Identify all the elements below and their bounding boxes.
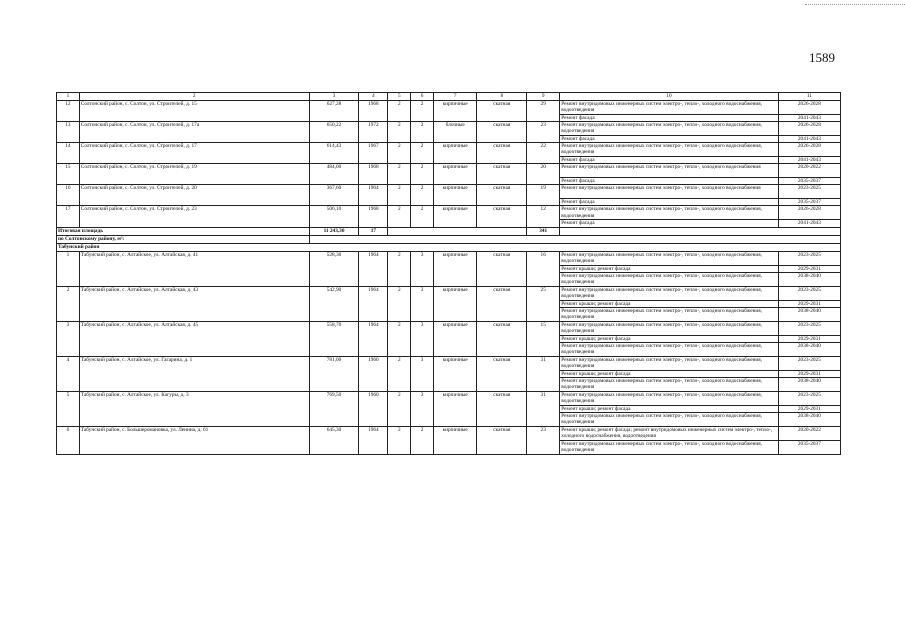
entrances-cell: 2	[411, 427, 434, 455]
work-period-cell: 2026-2028	[778, 122, 840, 136]
wall-material-cell: кирпичные	[433, 321, 476, 356]
work-period-cell: 2026-2028	[778, 143, 840, 157]
total-count: 341	[527, 227, 560, 235]
address-cell: Солтонский район, с. Солтон, ул. Строителей, д. 20	[79, 185, 309, 206]
entrances-cell: 3	[411, 321, 434, 356]
roof-type-cell: скатная	[477, 185, 527, 206]
entrances-cell: 3	[411, 356, 434, 391]
year-cell: 1964	[359, 286, 388, 321]
work-description-cell: Ремонт внутридомовых инженерных систем электро-, тепло-, холодного водоснабжения, водоотведения	[560, 286, 779, 300]
work-description-cell: Ремонт внутридомовых инженерных систем электро-, тепло-, холодного водоснабжения, водоотведения	[560, 356, 779, 370]
year-cell: 1967	[359, 143, 388, 164]
wall-material-cell: кирпичные	[433, 356, 476, 391]
area-cell: 614,43	[309, 143, 359, 164]
entrances-cell: 3	[411, 391, 434, 426]
col-header: 2	[79, 93, 309, 101]
row-number: 1	[57, 251, 80, 286]
work-period-cell: 2038-2040	[778, 307, 840, 321]
col-header: 6	[411, 93, 434, 101]
count-cell: 22	[527, 143, 560, 164]
roof-type-cell: скатная	[477, 286, 527, 321]
col-header: 11	[778, 93, 840, 101]
col-header: 7	[433, 93, 476, 101]
year-cell: 1972	[359, 122, 388, 143]
work-description-cell: Ремонт внутридомовых инженерных систем электро-, тепло-, холодного водоснабжения, водоотведения	[560, 251, 779, 265]
area-cell: 769,50	[309, 391, 359, 426]
roof-type-cell: скатная	[477, 101, 527, 122]
year-cell: 1968	[359, 206, 388, 227]
work-description-cell: Ремонт внутридомовых инженерных систем электро-, тепло-, холодного водоснабжения, водоотведения	[560, 321, 779, 335]
work-period-cell: 2023-2025	[778, 321, 840, 335]
row-number: 6	[57, 427, 80, 455]
work-period-cell: 2038-2040	[778, 272, 840, 286]
work-description-cell: Ремонт крыши; ремонт фасада	[560, 335, 779, 342]
address-cell: Табунский район, с. Алтайское, ул. Кагуры, д. 3	[79, 391, 309, 426]
count-cell: 20	[527, 164, 560, 185]
count-cell: 12	[527, 206, 560, 227]
roof-type-cell: скатная	[477, 206, 527, 227]
wall-material-cell: кирпичные	[433, 206, 476, 227]
entrances-cell: 2	[411, 122, 434, 143]
work-period-cell: 2041-2043	[778, 220, 840, 227]
table-row	[57, 286, 841, 300]
area-cell: 627,28	[309, 101, 359, 122]
total-label: Итоговая площадь	[57, 227, 310, 235]
document-sheet	[56, 92, 841, 455]
work-description-cell: Ремонт крыши; ремонт фасада	[560, 405, 779, 412]
address-cell: Табунский район, с. Алтайское, ул. Алтайская, д. 41	[79, 251, 309, 286]
total-row-continuation	[57, 235, 841, 243]
total-houses: 17	[359, 227, 388, 235]
work-description-cell: Ремонт внутридомовых инженерных систем электро-, тепло-, холодного водоснабжения, водоотведения	[560, 206, 779, 220]
floors-cell: 2	[388, 356, 411, 391]
work-description-cell: Ремонт внутридомовых инженерных систем электро-, тепло-, холодного водоснабжения, водоотведения	[560, 101, 779, 115]
work-description-cell: Ремонт фасада	[560, 199, 779, 206]
area-cell: 506,10	[309, 206, 359, 227]
wall-material-cell: кирпичные	[433, 391, 476, 426]
col-header: 3	[309, 93, 359, 101]
row-number: 12	[57, 101, 80, 122]
work-description-cell: Ремонт внутридомовых инженерных систем электро-, тепло-, холодного водоснабжения, водоотведения	[560, 391, 779, 405]
work-description-cell: Ремонт внутридомовых инженерных систем электро-, тепло-, холодного водоснабжения, водоотведения	[560, 377, 779, 391]
housing-repair-table	[56, 92, 841, 455]
table-row	[57, 206, 841, 220]
entrances-cell: 2	[411, 185, 434, 206]
work-period-cell: 2020-2022	[778, 427, 840, 441]
entrances-cell: 2	[411, 164, 434, 185]
work-description-cell: Ремонт крыши; ремонт фасада	[560, 265, 779, 272]
work-description-cell: Ремонт крыши; ремонт фасада	[560, 300, 779, 307]
work-period-cell: 2023-2025	[778, 251, 840, 265]
work-description-cell: Ремонт внутридомовых инженерных систем электро-, тепло-, холодного водоснабжения, водоотведения	[560, 413, 779, 427]
empty-cell	[309, 235, 840, 243]
work-period-cell: 2020-2022	[778, 164, 840, 178]
work-period-cell: 2038-2040	[778, 342, 840, 356]
year-cell: 1968	[359, 164, 388, 185]
work-description-cell: Ремонт фасада	[560, 178, 779, 185]
row-number: 16	[57, 185, 80, 206]
total-row	[57, 227, 841, 235]
row-number: 2	[57, 286, 80, 321]
wall-material-cell: кирпичные	[433, 101, 476, 122]
roof-type-cell: скатная	[477, 164, 527, 185]
area-cell: 542,90	[309, 286, 359, 321]
floors-cell: 2	[388, 164, 411, 185]
table-row	[57, 427, 841, 441]
roof-type-cell: скатная	[477, 251, 527, 286]
address-cell: Солтонский район, с. Солтон, ул. Строителей, д. 17	[79, 143, 309, 164]
count-cell: 31	[527, 356, 560, 391]
row-number: 15	[57, 164, 80, 185]
area-cell: 528,30	[309, 251, 359, 286]
roof-type-cell: скатная	[477, 122, 527, 143]
work-description-cell: Ремонт внутридомовых инженерных систем электро-, тепло-, холодного водоснабжения, водоотведения	[560, 307, 779, 321]
work-period-cell: 2023-2025	[778, 391, 840, 405]
work-period-cell: 2029-2031	[778, 300, 840, 307]
col-header: 10	[560, 93, 779, 101]
address-cell: Табунский район, с. Алтайское, ул. Гагарина, д. 1	[79, 356, 309, 391]
floors-cell: 2	[388, 143, 411, 164]
work-period-cell: 2035-2037	[778, 199, 840, 206]
work-period-cell: 2029-2031	[778, 405, 840, 412]
work-description-cell: Ремонт внутридомовых инженерных систем электро-, тепло-, холодного водоснабжения, водоотведения	[560, 272, 779, 286]
work-description-cell: Ремонт фасада	[560, 136, 779, 143]
column-number-row	[57, 93, 841, 101]
count-cell: 23	[527, 122, 560, 143]
work-description-cell: Ремонт фасада	[560, 157, 779, 164]
section-title: Табунский район	[57, 243, 841, 251]
col-header: 8	[477, 93, 527, 101]
wall-material-cell: кирпичные	[433, 286, 476, 321]
floors-cell: 2	[388, 185, 411, 206]
col-header: 5	[388, 93, 411, 101]
area-cell: 781,00	[309, 356, 359, 391]
year-cell: 1964	[359, 427, 388, 455]
entrances-cell: 2	[411, 143, 434, 164]
work-period-cell: 2023-2025	[778, 286, 840, 300]
floors-cell: 2	[388, 321, 411, 356]
area-cell: 645,30	[309, 427, 359, 455]
row-number: 3	[57, 321, 80, 356]
address-cell: Табунский район, с. Алтайское, ул. Алтайская, д. 45	[79, 321, 309, 356]
table-row	[57, 143, 841, 157]
roof-type-cell: скатная	[477, 427, 527, 455]
year-cell: 1968	[359, 101, 388, 122]
count-cell: 31	[527, 391, 560, 426]
work-description-cell: Ремонт крыши; ремонт фасада	[560, 370, 779, 377]
entrances-cell: 3	[411, 286, 434, 321]
year-cell: 1964	[359, 251, 388, 286]
row-number: 4	[57, 356, 80, 391]
roof-type-cell: скатная	[477, 391, 527, 426]
floors-cell: 2	[388, 391, 411, 426]
year-cell: 1964	[359, 321, 388, 356]
roof-type-cell: скатная	[477, 321, 527, 356]
work-description-cell: Ремонт фасада	[560, 220, 779, 227]
col-header: 1	[57, 93, 80, 101]
area-cell: 484,00	[309, 164, 359, 185]
address-cell: Табунский район, с. Большеромановка, ул. Ленина, д. 61	[79, 427, 309, 455]
count-cell: 29	[527, 101, 560, 122]
work-period-cell: 2038-2040	[778, 377, 840, 391]
table-row	[57, 356, 841, 370]
roof-type-cell: скатная	[477, 143, 527, 164]
floors-cell: 2	[388, 251, 411, 286]
floors-cell: 2	[388, 206, 411, 227]
work-period-cell: 2038-2040	[778, 413, 840, 427]
work-description-cell: Ремонт внутридомовых инженерных систем электро-, тепло-, холодного водоснабжения	[560, 164, 779, 178]
floors-cell: 2	[388, 101, 411, 122]
table-row	[57, 164, 841, 178]
area-cell: 558,70	[309, 321, 359, 356]
work-period-cell: 2035-2037	[778, 178, 840, 185]
count-cell: 16	[527, 251, 560, 286]
work-description-cell: Ремонт крыши; ремонт фасада; ремонт внутридомовых инженерных систем электро-, тепло-, холодного водоснабжения, водоотведения	[560, 427, 779, 441]
table-row	[57, 101, 841, 115]
count-cell: 15	[527, 321, 560, 356]
count-cell: 23	[527, 427, 560, 455]
address-cell: Солтонский район, с. Солтон, ул. Строителей, д. 15	[79, 101, 309, 122]
work-period-cell: 2023-2025	[778, 185, 840, 199]
total-area: 11 243,30	[309, 227, 359, 235]
row-number: 17	[57, 206, 80, 227]
work-period-cell: 2041-2043	[778, 115, 840, 122]
count-cell: 25	[527, 286, 560, 321]
row-number: 5	[57, 391, 80, 426]
wall-material-cell: кирпичные	[433, 427, 476, 455]
wall-material-cell: блочные	[433, 122, 476, 143]
wall-material-cell: кирпичные	[433, 185, 476, 206]
entrances-cell: 2	[411, 101, 434, 122]
work-period-cell: 2029-2031	[778, 370, 840, 377]
entrances-cell: 2	[411, 206, 434, 227]
work-period-cell: 2035-2037	[778, 441, 840, 455]
floors-cell: 2	[388, 286, 411, 321]
work-period-cell: 2029-2031	[778, 335, 840, 342]
floors-cell: 2	[388, 122, 411, 143]
total-label: по Солтонскому району, м²:	[57, 235, 310, 243]
work-period-cell: 2026-2028	[778, 101, 840, 115]
address-cell: Солтонский район, с. Солтон, ул. Строителей, д. 19	[79, 164, 309, 185]
table-row	[57, 391, 841, 405]
area-cell: 650,22	[309, 122, 359, 143]
col-header: 4	[359, 93, 388, 101]
year-cell: 1960	[359, 356, 388, 391]
table-body	[57, 93, 841, 455]
row-number: 13	[57, 122, 80, 143]
row-number: 14	[57, 143, 80, 164]
col-header: 9	[527, 93, 560, 101]
area-cell: 367,60	[309, 185, 359, 206]
year-cell: 1964	[359, 185, 388, 206]
work-description-cell: Ремонт фасада	[560, 115, 779, 122]
table-row	[57, 122, 841, 136]
empty-cell	[560, 227, 841, 235]
work-period-cell: 2026-2028	[778, 206, 840, 220]
entrances-cell: 3	[411, 251, 434, 286]
work-period-cell: 2023-2025	[778, 356, 840, 370]
work-description-cell: Ремонт внутридомовых инженерных систем электро-, тепло-, холодного водоснабжения, водоотведения	[560, 441, 779, 455]
wall-material-cell: кирпичные	[433, 251, 476, 286]
address-cell: Солтонский район, с. Солтон, ул. Строителей, д. 17а	[79, 122, 309, 143]
table-row	[57, 321, 841, 335]
table-row	[57, 185, 841, 199]
corner-mark	[805, 0, 905, 5]
floors-cell: 2	[388, 427, 411, 455]
empty-cell	[388, 227, 527, 235]
work-period-cell: 2041-2043	[778, 136, 840, 143]
work-description-cell: Ремонт внутридомовых инженерных систем электро-, тепло-, холодного водоснабжения, водоотведения	[560, 122, 779, 136]
wall-material-cell: кирпичные	[433, 164, 476, 185]
table-row	[57, 251, 841, 265]
section-row	[57, 243, 841, 251]
work-description-cell: Ремонт внутридомовых инженерных систем электро-, тепло-, холодного водоснабжения, водоотведения	[560, 143, 779, 157]
address-cell: Табунский район, с. Алтайское, ул. Алтайская, д. 43	[79, 286, 309, 321]
work-period-cell: 2041-2043	[778, 157, 840, 164]
work-description-cell: Ремонт внутридомовых инженерных систем электро-, тепло-, холодного водоснабжения	[560, 185, 779, 199]
work-period-cell: 2029-2031	[778, 265, 840, 272]
roof-type-cell: скатная	[477, 356, 527, 391]
address-cell: Солтонский район, с. Солтон, ул. Строителей, д. 23	[79, 206, 309, 227]
year-cell: 1960	[359, 391, 388, 426]
page-number: 1589	[809, 50, 835, 65]
work-description-cell: Ремонт внутридомовых инженерных систем электро-, тепло-, холодного водоснабжения, водоотведения	[560, 342, 779, 356]
count-cell: 19	[527, 185, 560, 206]
wall-material-cell: кирпичные	[433, 143, 476, 164]
